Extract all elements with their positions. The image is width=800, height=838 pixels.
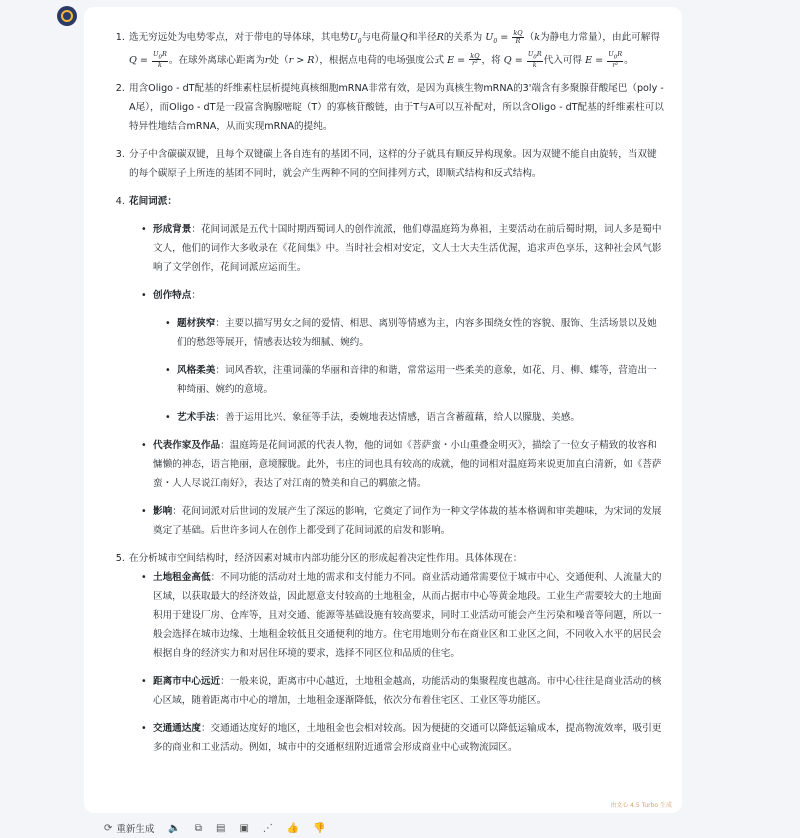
like-button[interactable] [287, 823, 299, 834]
regenerate-label: 重新生成 [116, 824, 155, 835]
speaker-icon: 🔈 [168, 822, 181, 834]
feature-item-1: • 题材狭窄：主要以描写男女之间的爱情、相思、离别等情感为主，内容多围绕女性的容貌、服饰、生活场景以及她们的愁怨等展开，情感表达较为细腻、婉约。 [165, 314, 664, 352]
logo-icon [61, 10, 73, 22]
share-icon: ⋰ [262, 822, 273, 834]
answer-content [84, 7, 682, 757]
thumbs-down-icon: 👎 [313, 822, 326, 834]
dislike-button[interactable] [313, 823, 325, 834]
list-item-1: 1. 选无穷远处为电势零点，对于带电的导体球，其电势$U_0$与电荷量Q和半径R的关系为 $U_0$ = $\frac{kQ}{R}$ （k为静电力常量），由此可解得 Q = $\frac{U_0R}{k}$ 。在球外离球心距离为r处（r > R），根据点电荷的电场强度公式 E = $\frac{kQ}{\text{r²}}$ ，将 Q = $\frac{U_0R}{k}$ 代入可得 E = $\frac{U_0R}{\text{r²}}$ 。 [128, 28, 664, 70]
urban-sublist [129, 568, 664, 757]
read-aloud-button[interactable] [168, 823, 180, 834]
sub-item-influence: • 影响：花间词派对后世词的发展产生了深远的影响，它奠定了词作为一种文学体裁的基本格调和审美趣味，为宋词的发展奠定了基础。后世许多词人在创作上都受到了花间词派的启发和影响。 [141, 502, 664, 540]
list-item-4: 4. 花间词派： • 形成背景：花间词派是五代十国时期西蜀词人的创作流派，他们尊温庭筠为鼻祖，主要活动在前后蜀时期，词人多是蜀中文人，他们的词作大多收录在《花间集》中。当时社会相对安定，文人士大夫生活优渥，追求声色享乐，这种社会风气影响了文学创作，花间词派应运而生。 • 创作特点： • 题材狭窄：主要以描写男女之间的爱情、相思、离别等情感为主，内容多围绕女性的容貌、服饰、生活场景以及她们的愁怨等展开，情感表达较为细腻、婉约。 • 风格柔美：词风香软，注重词藻的华丽和音律的和谐，常常运用一些柔美的意象，如花、月、柳、蝶等，营造出一种绮丽、婉约的意境。 • 艺术手法：善于运用比兴、象征等手法，委婉地表达情感，语言含蓄蕴藉，给人以朦胧、美感。 • 代表作家及作品：温庭筠是花间词派的代表人物，他的词如《菩萨蛮・小山重叠金明灭》，描绘了一位女子精致的妆容和慵懒的神态，语言艳丽，意境朦胧。此外，韦庄的词也具有较高的成就，他的词相对温庭筠来说更加直白清新，如《菩萨蛮・人人尽说江南好》，表达了对江南的赞美和自己的羁旅之情。 • 影响：花间词派对后世词的发展产生了深远的影响，它奠定了词作为一种文学体裁的基本格调和审美趣味，为宋词的发展奠定了基础。后世许多词人在创作上都受到了花间词派的启发和影响。 [128, 192, 664, 540]
list-item-5: 5. 在分析城市空间结构时，经济因素对城市内部功能分区的形成起着决定性作用。具体体现在： • 土地租金高低：不同功能的活动对土地的需求和支付能力不同。商业活动通常需要位于城市中心、交通便利、人流量大的区域，以获取最大的经济效益，因此愿意支付较高的土地租金，从而占据市中心等黄金地段。工业生产需要较大的土地面积用于建设厂房、仓库等，且对交通、能源等基础设施有较高要求，同时工业活动可能会产生污染和噪音等问题，所以一般会选择在城市边缘、土地租金较低且交通便利的地方。住宅用地则分布在商业区和工业区之间，不同收入水平的居民会根据自身的经济实力和对居住环境的要求，选择不同区位和品质的住宅。 • 距离市中心远近：一般来说，距离市中心越近，土地租金越高，功能活动的集聚程度也越高。市中心往往是商业活动的核心区域，随着距离市中心的增加，土地租金逐渐降低，依次分布着住宅区、工业区等功能区。 • 交通通达度：交通通达度好的地区，土地租金也会相对较高。因为便捷的交通可以降低运输成本，提高物流效率，吸引更多的商业和工业活动。例如，城市中的交通枢纽附近通常会形成商业中心或物流园区。 [128, 549, 664, 757]
copy-button[interactable] [195, 823, 202, 834]
list-item-2: 2. 用含Oligo - dT配基的纤维素柱层析提纯真核细胞mRNA非常有效，是因为真核生物mRNA的3'端含有多聚腺苷酸尾巴（poly - A尾），而Oligo - dT是一段富含胸腺嘧啶（T）的寡核苷酸链，由于T与A可以互补配对，所以含Oligo - dT配基的纤维素柱可以特异性地结合mRNA，从而实现mRNA的提纯。 [128, 79, 664, 136]
answer-card [84, 7, 682, 813]
thumbs-up-icon: 👍 [286, 822, 300, 834]
watermark: 由文心 4.5 Turbo 生成 [610, 802, 672, 809]
sub-item-features: • 创作特点： • 题材狭窄：主要以描写男女之间的爱情、相思、离别等情感为主，内容多围绕女性的容貌、服饰、生活场景以及她们的愁怨等展开，情感表达较为细腻、婉约。 • 风格柔美：词风香软，注重词藻的华丽和音律的和谐，常常运用一些柔美的意象，如花、月、柳、蝶等，营造出一种绮丽、婉约的意境。 • 艺术手法：善于运用比兴、象征等手法，委婉地表达情感，语言含蓄蕴藉，给人以朦胧、美感。 [141, 286, 664, 427]
sub-item-traffic: • 交通通达度：交通通达度好的地区，土地租金也会相对较高。因为便捷的交通可以降低运输成本，提高物流效率，吸引更多的商业和工业活动。例如，城市中的交通枢纽附近通常会形成商业中心或物流园区。 [141, 719, 664, 757]
feature-item-2: • 风格柔美：词风香软，注重词藻的华丽和音律的和谐，常常运用一些柔美的意象，如花、月、柳、蝶等，营造出一种绮丽、婉约的意境。 [165, 361, 664, 399]
message-toolbar [104, 820, 340, 836]
sub-item-distance: • 距离市中心远近：一般来说，距离市中心越近，土地租金越高，功能活动的集聚程度也越高。市中心往往是商业活动的核心区域，随着距离市中心的增加，土地租金逐渐降低，依次分布着住宅区、工业区等功能区。 [141, 672, 664, 710]
copy-icon: ⧉ [194, 822, 202, 834]
sub-item-background: • 形成背景：花间词派是五代十国时期西蜀词人的创作流派，他们尊温庭筠为鼻祖，主要活动在前后蜀时期，词人多是蜀中文人，他们的词作大多收录在《花间集》中。当时社会相对安定，文人士大夫生活优渥，追求声色享乐，这种社会风气影响了文学创作，花间词派应运而生。 [141, 220, 664, 277]
share-button[interactable] [263, 823, 273, 834]
regenerate-button[interactable] [104, 821, 154, 835]
refresh-icon: ⟳ [104, 822, 113, 834]
huajian-sublist [129, 220, 664, 540]
features-sublist [153, 314, 664, 427]
feature-item-3: • 艺术手法：善于运用比兴、象征等手法，委婉地表达情感，语言含蓄蕴藉，给人以朦胧、美感。 [165, 408, 664, 427]
image-export-button[interactable] [239, 823, 248, 834]
assistant-avatar [57, 6, 77, 26]
image-icon: ▣ [239, 822, 249, 834]
answer-list [110, 28, 664, 757]
document-icon: ▤ [216, 822, 226, 834]
sub-item-representatives: • 代表作家及作品：温庭筠是花间词派的代表人物，他的词如《菩萨蛮・小山重叠金明灭》，描绘了一位女子精致的妆容和慵懒的神态，语言艳丽，意境朦胧。此外，韦庄的词也具有较高的成就，他的词相对温庭筠来说更加直白清新，如《菩萨蛮・人人尽说江南好》，表达了对江南的赞美和自己的羁旅之情。 [141, 436, 664, 493]
list-item-3: 3. 分子中含碳碳双键，且每个双键碳上各自连有的基团不同，这样的分子就具有顺反异构现象。因为双键不能自由旋转，当双键的每个碳原子上所连的基团不同时，就会产生两种不同的空间排列方式，即顺式结构和反式结构。 [128, 145, 664, 183]
word-export-button[interactable] [216, 823, 225, 834]
sub-item-rent: • 土地租金高低：不同功能的活动对土地的需求和支付能力不同。商业活动通常需要位于城市中心、交通便利、人流量大的区域，以获取最大的经济效益，因此愿意支付较高的土地租金，从而占据市中心等黄金地段。工业生产需要较大的土地面积用于建设厂房、仓库等，且对交通、能源等基础设施有较高要求，同时工业活动可能会产生污染和噪音等问题，所以一般会选择在城市边缘、土地租金较低且交通便利的地方。住宅用地则分布在商业区和工业区之间，不同收入水平的居民会根据自身的经济实力和对居住环境的要求，选择不同区位和品质的住宅。 [141, 568, 664, 663]
